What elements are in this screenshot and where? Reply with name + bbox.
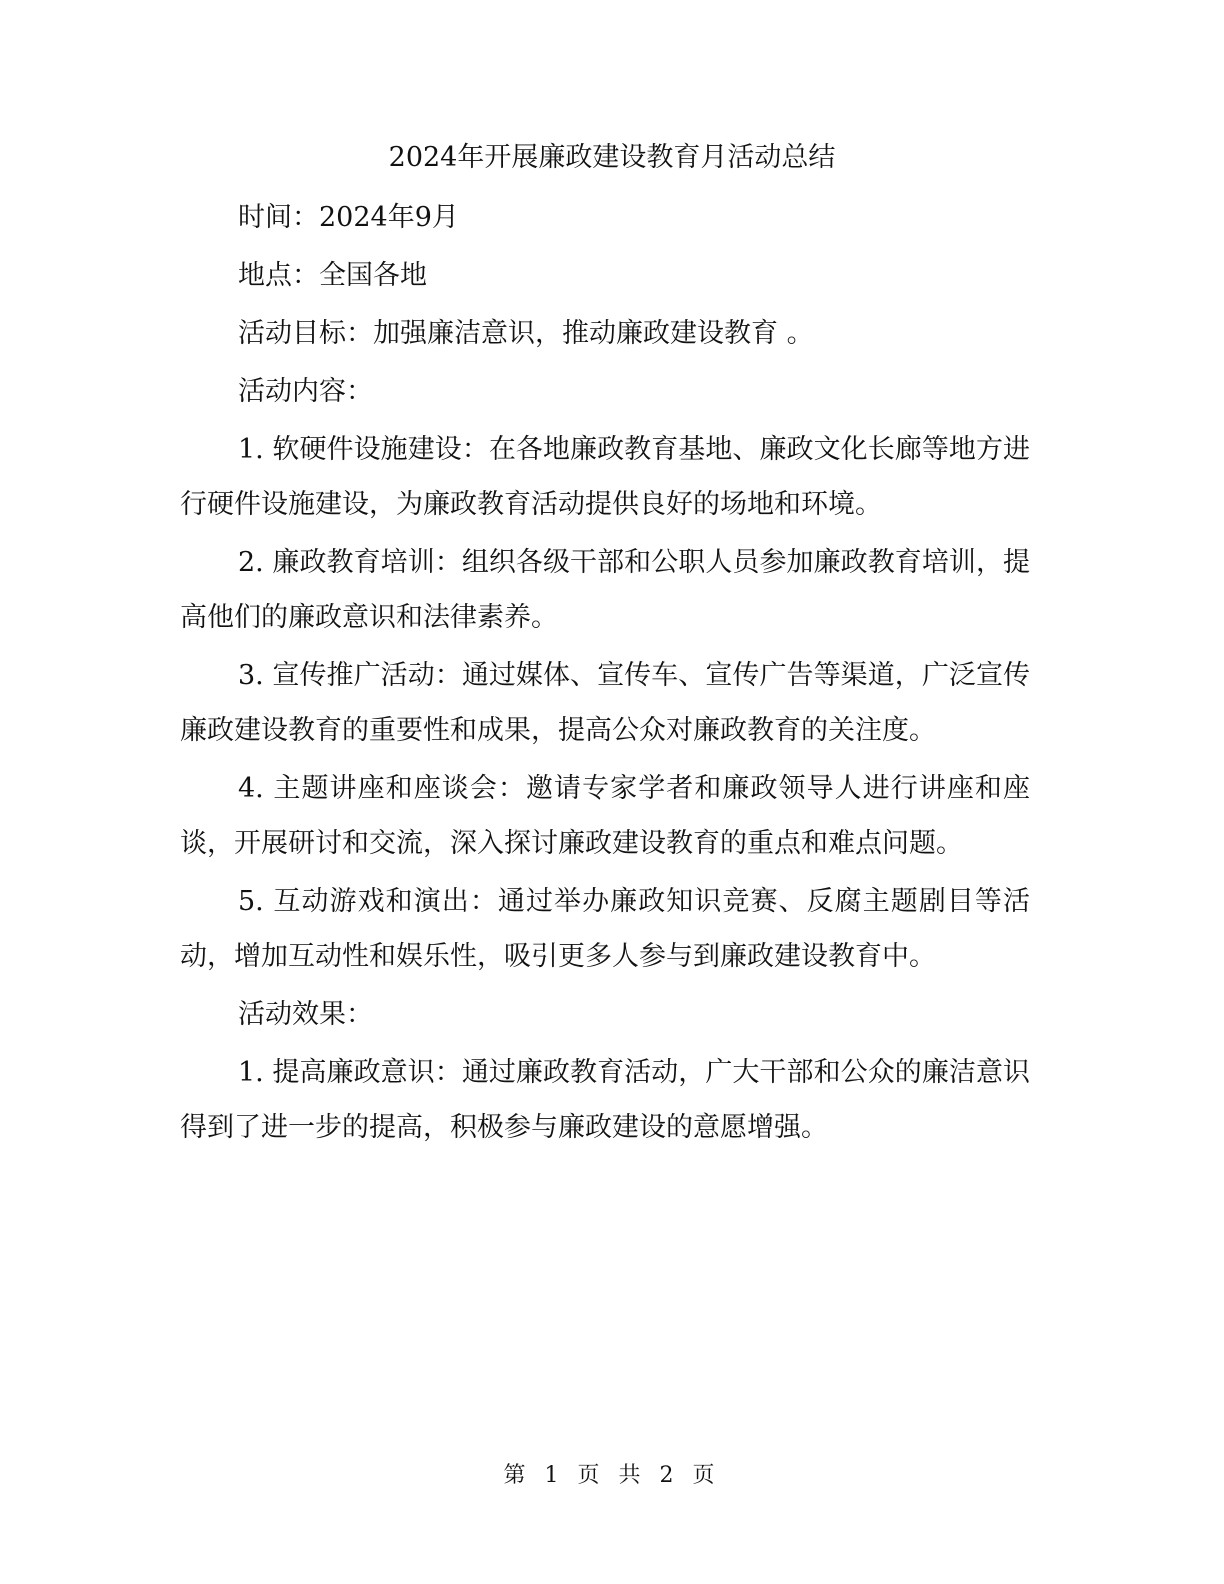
content-item-2: 2. 廉政教育培训：组织各级干部和公职人员参加廉政教育培训，提高他们的廉政意识和法律素养。 bbox=[180, 547, 1030, 633]
document-body bbox=[180, 190, 1030, 1158]
document-title: 2024年开展廉政建设教育月活动总结 bbox=[388, 142, 836, 173]
content-item-4: 4. 主题讲座和座谈会：邀请专家学者和廉政领导人进行讲座和座谈，开展研讨和交流，深入探讨廉政建设教育的重点和难点问题。 bbox=[180, 773, 1030, 859]
paragraph-location: 地点：全国各地 bbox=[238, 260, 427, 291]
section-heading-content: 活动内容： bbox=[238, 376, 373, 407]
paragraph-goal: 活动目标：加强廉洁意识，推动廉政建设教育 。 bbox=[238, 318, 814, 349]
section-heading-effect: 活动效果： bbox=[238, 999, 373, 1030]
paragraph-time: 时间：2024年9月 bbox=[238, 202, 459, 233]
content-item-5: 5. 互动游戏和演出：通过举办廉政知识竞赛、反腐主题剧目等活动，增加互动性和娱乐性，吸引更多人参与到廉政建设教育中。 bbox=[180, 886, 1030, 972]
content-item-3: 3. 宣传推广活动：通过媒体、宣传车、宣传广告等渠道，广泛宣传廉政建设教育的重要性和成果，提高公众对廉政教育的关注度。 bbox=[180, 660, 1030, 746]
effect-item-1: 1. 提高廉政意识：通过廉政教育活动，广大干部和公众的廉洁意识得到了进一步的提高，积极参与廉政建设的意愿增强。 bbox=[180, 1057, 1030, 1143]
content-item-1: 1. 软硬件设施建设：在各地廉政教育基地、廉政文化长廊等地方进行硬件设施建设，为廉政教育活动提供良好的场地和环境。 bbox=[180, 434, 1030, 520]
page-number-footer: 第 1 页 共 2 页 bbox=[503, 1463, 721, 1488]
